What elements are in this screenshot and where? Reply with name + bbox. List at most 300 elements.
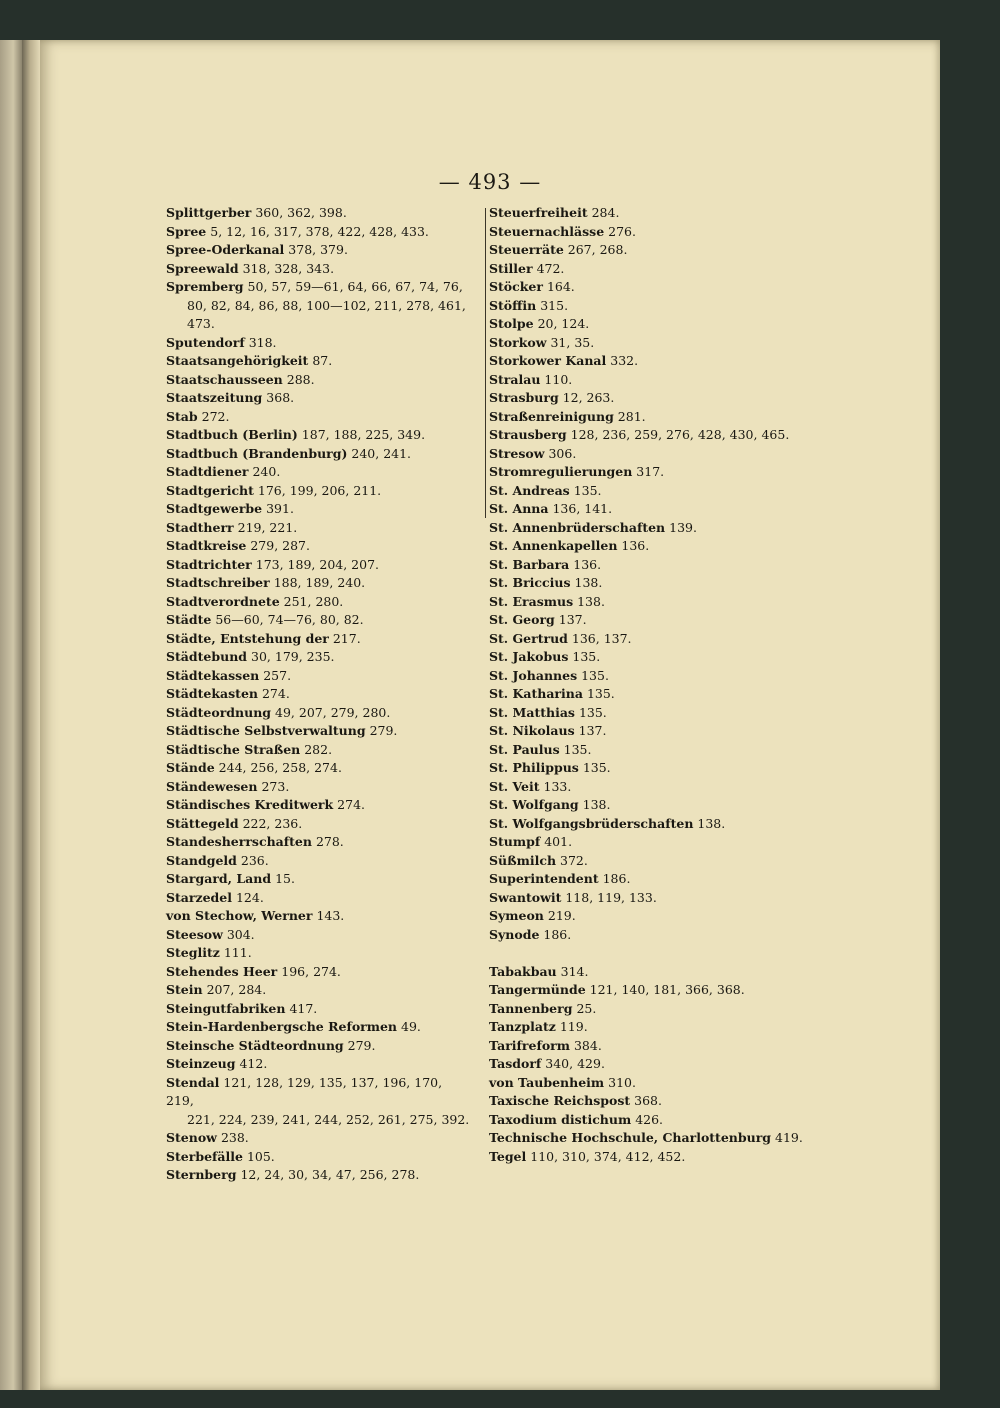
index-term: Superintendent: [489, 871, 599, 886]
index-page-refs: 139.: [669, 519, 697, 535]
index-entry: [489, 741, 829, 760]
index-entry: [489, 815, 829, 834]
index-term: Tarifreform: [489, 1037, 570, 1053]
index-term: Tegel: [489, 1148, 527, 1164]
index-entry: [166, 907, 471, 926]
index-entry: [166, 334, 471, 353]
index-entry: [166, 630, 471, 649]
index-entry: [489, 334, 829, 353]
index-page-refs: 186.: [543, 926, 572, 942]
index-entry: [166, 537, 471, 556]
index-page-refs: 310.: [608, 1074, 636, 1090]
index-page-refs: 240, 241.: [351, 445, 412, 461]
index-page-refs: 138.: [574, 575, 603, 590]
index-entry: [166, 926, 471, 945]
index-page-refs: 135.: [586, 686, 615, 701]
index-term: Stadtgewerbe: [166, 501, 263, 516]
index-entry: [166, 1148, 471, 1167]
index-page-refs: 121, 140, 181, 366, 368.: [589, 982, 745, 997]
index-page-refs: 360, 362, 398.: [255, 205, 347, 220]
index-term: Stargard, Land: [166, 871, 272, 886]
index-page-refs: 87.: [312, 353, 333, 368]
index-term: Süßmilch: [489, 852, 557, 868]
index-entry: [489, 926, 829, 945]
index-page-refs: 340, 429.: [545, 1056, 605, 1071]
index-entry: [489, 574, 829, 593]
index-page-refs: 257.: [263, 667, 292, 683]
index-term: Symeon: [489, 908, 544, 923]
index-entry: [166, 852, 471, 871]
index-term: Strausberg: [489, 427, 567, 442]
index-page-refs: 236.: [240, 852, 269, 868]
index-term: St. Andreas: [489, 482, 570, 498]
index-page-refs: 15.: [275, 871, 295, 886]
index-entry: [489, 463, 829, 482]
index-entry: [166, 593, 471, 612]
index-term: Tanzplatz: [489, 1019, 556, 1034]
index-page-refs: 137.: [578, 723, 607, 738]
index-page-refs: 304.: [226, 926, 255, 942]
index-entry: [489, 519, 829, 538]
index-page-refs: 186.: [602, 871, 631, 886]
index-page-refs: 238.: [220, 1130, 249, 1145]
index-term: Stättegeld: [166, 815, 239, 831]
index-page-refs: 12, 263.: [562, 390, 615, 405]
index-entry: [166, 685, 471, 704]
index-entry: [166, 741, 471, 760]
index-term: St. Gertrud: [489, 630, 568, 646]
index-page-refs: 50, 57, 59—61, 64, 66, 67, 74, 76,: [247, 279, 463, 294]
index-entry: [489, 648, 829, 667]
book-page: [40, 40, 940, 1390]
index-entry: [166, 1166, 471, 1185]
index-page-refs: 419.: [775, 1130, 803, 1145]
index-term: Steesow: [166, 926, 223, 942]
index-entry: [489, 371, 829, 390]
index-term: St. Annenbrüderschaften: [489, 519, 666, 535]
index-term: Tangermünde: [489, 982, 586, 997]
index-page-refs: 273.: [261, 778, 290, 794]
index-page-refs: 143.: [316, 908, 345, 923]
index-term: Steuernachlässe: [489, 223, 605, 239]
index-term: Spreewald: [166, 260, 239, 276]
index-page-refs: 135.: [578, 704, 607, 720]
index-term: Stiller: [489, 260, 533, 276]
index-page-refs: 282.: [304, 741, 333, 757]
index-page-refs: 138.: [697, 815, 726, 831]
index-term: Städtekasten: [166, 686, 258, 701]
index-entry: [166, 463, 471, 482]
index-term: Stadtdiener: [166, 464, 249, 479]
index-page-refs: 176, 199, 206, 211.: [257, 482, 382, 498]
index-page-refs: 111.: [223, 945, 252, 960]
index-term: Spree: [166, 223, 207, 239]
index-page-refs: 281.: [617, 408, 646, 424]
index-page-refs: 219.: [547, 908, 576, 923]
index-page-refs: 56—60, 74—76, 80, 82.: [215, 612, 364, 627]
section-gap: [489, 944, 829, 963]
page-number: — 493 —: [438, 170, 542, 194]
index-page-refs: 251, 280.: [283, 593, 344, 609]
index-page-refs: 173, 189, 204, 207.: [255, 556, 379, 572]
index-page-refs: 136.: [573, 556, 602, 572]
index-entry: [489, 593, 829, 612]
index-term: Stadtverordnete: [166, 593, 280, 609]
index-entry: [166, 648, 471, 667]
index-term: Tasdorf: [489, 1056, 542, 1071]
index-entry: [489, 315, 829, 334]
index-page-refs: 12, 24, 30, 34, 47, 256, 278.: [240, 1167, 420, 1182]
index-page-refs: 384.: [573, 1037, 602, 1053]
index-term: St. Johannes: [489, 667, 578, 683]
index-page-refs: 133.: [543, 778, 572, 794]
index-entry: [489, 260, 829, 279]
index-page-refs: 30, 179, 235.: [251, 649, 335, 664]
index-entry: [166, 389, 471, 408]
index-page-refs: 368.: [266, 390, 295, 405]
index-term: St. Paulus: [489, 741, 560, 757]
index-term: St. Anna: [489, 501, 549, 516]
index-entry: [166, 963, 471, 982]
index-term: Starzedel: [166, 889, 232, 905]
index-term: Taxische Reichspost: [489, 1093, 631, 1108]
index-page-refs: 274.: [337, 797, 366, 812]
index-entry: [166, 796, 471, 815]
index-page-refs: 318.: [248, 334, 277, 350]
index-page-refs: 472.: [536, 260, 565, 276]
index-term: Stadtrichter: [166, 556, 252, 572]
index-term: Städte: [166, 612, 212, 627]
index-entry: [489, 611, 829, 630]
index-page-refs: 412.: [239, 1056, 268, 1071]
index-entry: [489, 1092, 829, 1111]
index-entry: [166, 1129, 471, 1148]
index-entry: [166, 833, 471, 852]
index-entry: [489, 482, 829, 501]
book-gutter: [22, 40, 40, 1390]
index-entry: [166, 611, 471, 630]
index-term: St. Veit: [489, 778, 540, 794]
index-term: Stadtherr: [166, 519, 234, 535]
index-entry: [166, 482, 471, 501]
index-page-refs: 207, 284.: [206, 982, 267, 997]
index-term: Steinzeug: [166, 1056, 236, 1071]
index-entry: [166, 889, 471, 908]
index-page-refs: 138.: [582, 797, 611, 812]
index-page-refs: 187, 188, 225, 349.: [301, 427, 426, 442]
index-entry: [489, 1111, 829, 1130]
index-page-refs: 105.: [246, 1148, 275, 1164]
index-term: Spree-Oderkanal: [166, 242, 285, 257]
index-term: Stadtbuch (Brandenburg): [166, 445, 348, 461]
index-entry: [489, 963, 829, 982]
index-term: Stenow: [166, 1130, 217, 1145]
book-cover-edge: [0, 40, 22, 1390]
index-entry-continuation: 473.: [187, 316, 215, 331]
index-entry: [489, 722, 829, 741]
index-entry: [166, 1055, 471, 1074]
index-entry: [489, 796, 829, 815]
index-page-refs: 135.: [563, 741, 592, 757]
index-entry: [489, 408, 829, 427]
index-entry: [489, 500, 829, 519]
index-entry: [489, 778, 829, 797]
index-term: Steinsche Städteordnung: [166, 1037, 344, 1053]
index-page-refs: 164.: [546, 279, 575, 294]
index-term: St. Matthias: [489, 704, 575, 720]
index-term: Ständisches Kreditwerk: [166, 797, 334, 812]
index-page-refs: 110.: [544, 371, 573, 387]
index-entry: [166, 815, 471, 834]
index-term: Staatschausseen: [166, 371, 283, 387]
index-term: Steglitz: [166, 945, 220, 960]
index-term: St. Wolfgangsbrüderschaften: [489, 815, 694, 831]
index-entry: [489, 981, 829, 1000]
index-page-refs: 276.: [608, 223, 636, 239]
index-term: St. Katharina: [489, 686, 583, 701]
index-entry: [166, 204, 471, 223]
index-term: Straßenreinigung: [489, 408, 614, 424]
index-term: St. Georg: [489, 612, 555, 627]
index-column-left: [166, 204, 471, 1185]
index-entry: [489, 759, 829, 778]
index-entry: [166, 759, 471, 778]
index-entry: [489, 297, 829, 316]
index-entry: [166, 556, 471, 575]
index-page-refs: 279.: [347, 1037, 376, 1053]
index-entry: [166, 352, 471, 371]
index-entry: [489, 1148, 829, 1167]
index-entry: [489, 1000, 829, 1019]
index-entry-continuation: 80, 82, 84, 86, 88, 100—102, 211, 278, 461,: [187, 297, 466, 313]
index-entry: [489, 389, 829, 408]
index-entry: [489, 352, 829, 371]
index-term: Städtebund: [166, 649, 248, 664]
index-entry: [489, 630, 829, 649]
index-term: Stralau: [489, 371, 541, 387]
index-term: Stumpf: [489, 834, 541, 849]
index-page-refs: 315.: [540, 297, 569, 313]
index-term: Staatszeitung: [166, 390, 263, 405]
index-term: Tabakbau: [489, 963, 557, 979]
index-page-refs: 137.: [558, 612, 587, 627]
index-term: Sputendorf: [166, 334, 245, 350]
index-term: Steingutfabriken: [166, 1000, 286, 1016]
index-page-refs: 417.: [289, 1000, 318, 1016]
index-term: Strasburg: [489, 390, 559, 405]
index-entry: [166, 944, 471, 963]
column-divider: [485, 208, 486, 518]
index-term: St. Philippus: [489, 760, 579, 775]
index-entry: [166, 574, 471, 593]
index-entry: [489, 833, 829, 852]
index-term: Stresow: [489, 445, 545, 461]
index-page-refs: 136, 141.: [552, 501, 613, 516]
index-page-refs: 274.: [261, 686, 290, 701]
index-term: Stein-Hardenbergsche Reformen: [166, 1019, 398, 1034]
index-term: St. Jakobus: [489, 649, 569, 664]
index-page-refs: 138.: [577, 593, 605, 609]
index-term: Stöcker: [489, 279, 543, 294]
index-term: St. Barbara: [489, 556, 570, 572]
index-entry: [489, 537, 829, 556]
index-term: Synode: [489, 926, 540, 942]
index-page-refs: 136, 137.: [571, 630, 632, 646]
index-term: Taxodium distichum: [489, 1111, 632, 1127]
index-page-refs: 217.: [332, 630, 361, 646]
index-page-refs: 110, 310, 374, 412, 452.: [530, 1148, 686, 1164]
index-entry: [489, 667, 829, 686]
index-term: Stadtbuch (Berlin): [166, 427, 298, 442]
index-term: von Stechow, Werner: [166, 908, 313, 923]
index-page-refs: 279.: [369, 723, 398, 738]
index-page-refs: 267, 268.: [567, 242, 628, 257]
index-entry: [489, 426, 829, 445]
index-entry: [166, 1018, 471, 1037]
index-term: Storkower Kanal: [489, 353, 607, 368]
index-entry: [166, 426, 471, 445]
index-entry: [489, 685, 829, 704]
index-page-refs: 121, 128, 129, 135, 137, 196, 170, 219,: [166, 1074, 443, 1108]
index-page-refs: 118, 119, 133.: [565, 889, 657, 905]
index-term: Spremberg: [166, 279, 244, 294]
index-term: St. Nikolaus: [489, 723, 575, 738]
index-page-refs: 135.: [573, 482, 602, 498]
index-entry: [166, 667, 471, 686]
index-page-refs: 426.: [635, 1111, 664, 1127]
index-entry: [166, 223, 471, 242]
index-page-refs: 378, 379.: [288, 242, 348, 257]
index-entry: [489, 1055, 829, 1074]
index-term: Stadtschreiber: [166, 575, 270, 590]
index-term: Ständewesen: [166, 778, 258, 794]
index-entry: [166, 704, 471, 723]
index-term: Stände: [166, 760, 215, 775]
index-term: Städte, Entstehung der: [166, 630, 329, 646]
index-entry: [166, 278, 471, 297]
index-entry: [166, 500, 471, 519]
index-term: Steuerräte: [489, 242, 564, 257]
index-term: Stöffin: [489, 297, 537, 313]
index-page-refs: 244, 256, 258, 274.: [218, 760, 342, 775]
index-page-refs: 401.: [544, 834, 573, 849]
index-page-refs: 196, 274.: [281, 963, 341, 979]
index-page-refs: 49, 207, 279, 280.: [275, 704, 391, 720]
index-term: Swantowit: [489, 889, 562, 905]
index-entry: [166, 408, 471, 427]
index-page-refs: 372.: [560, 852, 588, 868]
index-page-refs: 318, 328, 343.: [242, 260, 335, 276]
index-entry: [489, 907, 829, 926]
index-entry: [489, 445, 829, 464]
index-entry: [489, 852, 829, 871]
index-entry: [166, 519, 471, 538]
index-entry: [489, 1129, 829, 1148]
index-page-refs: 306.: [548, 445, 577, 461]
index-page-refs: 317.: [636, 464, 665, 479]
index-column-right: [489, 204, 829, 1166]
index-term: Städtische Straßen: [166, 741, 301, 757]
index-page-refs: 279, 287.: [250, 538, 310, 553]
index-entry: [166, 870, 471, 889]
index-entry: [489, 1074, 829, 1093]
index-entry: [489, 223, 829, 242]
index-entry: [166, 241, 471, 260]
index-term: Tannenberg: [489, 1000, 573, 1016]
index-entry: [166, 981, 471, 1000]
index-page-refs: 240.: [252, 464, 281, 479]
index-term: Staatsangehörigkeit: [166, 353, 309, 368]
index-page-refs: 222, 236.: [242, 815, 303, 831]
index-term: Steuerfreiheit: [489, 205, 588, 220]
index-page-refs: 135.: [582, 760, 611, 775]
index-term: Städtekassen: [166, 667, 260, 683]
index-term: Storkow: [489, 334, 547, 350]
index-page-refs: 288.: [286, 371, 315, 387]
index-page-refs: 368.: [634, 1093, 662, 1108]
index-term: Städteordnung: [166, 704, 272, 720]
index-page-refs: 119.: [559, 1019, 588, 1034]
index-term: Standgeld: [166, 852, 237, 868]
index-term: Technische Hochschule, Charlottenburg: [489, 1130, 772, 1145]
index-term: Stolpe: [489, 316, 534, 331]
index-term: St. Annenkapellen: [489, 538, 618, 553]
index-entry-continuation: 221, 224, 239, 241, 244, 252, 261, 275, 392.: [187, 1111, 470, 1127]
index-term: Stadtkreise: [166, 538, 247, 553]
index-entry: [489, 241, 829, 260]
index-entry: [489, 1037, 829, 1056]
index-entry: [166, 371, 471, 390]
index-page-refs: 332.: [610, 353, 639, 368]
index-term: Städtische Selbstverwaltung: [166, 723, 366, 738]
index-page-refs: 272.: [201, 408, 230, 424]
index-term: Sterbefälle: [166, 1148, 243, 1164]
index-term: Stendal: [166, 1074, 220, 1090]
index-page-refs: 219, 221.: [237, 519, 298, 535]
index-term: Stromregulierungen: [489, 464, 633, 479]
index-entry: [489, 889, 829, 908]
index-term: Standesherrschaften: [166, 834, 312, 849]
index-term: Sternberg: [166, 1167, 237, 1182]
index-entry: [166, 1000, 471, 1019]
index-page-refs: 136.: [621, 538, 650, 553]
index-page-refs: 314.: [560, 963, 589, 979]
index-page-refs: 124.: [235, 889, 264, 905]
index-page-refs: 188, 189, 240.: [273, 575, 366, 590]
index-entry: [489, 556, 829, 575]
index-term: St. Erasmus: [489, 593, 574, 609]
index-page-refs: 128, 236, 259, 276, 428, 430, 465.: [570, 427, 790, 442]
index-term: Stehendes Heer: [166, 963, 278, 979]
index-page-refs: 5, 12, 16, 317, 378, 422, 428, 433.: [210, 223, 429, 239]
index-entry: [489, 204, 829, 223]
index-page-refs: 49.: [401, 1019, 421, 1034]
index-page-refs: 391.: [266, 501, 294, 516]
index-entry: [489, 1018, 829, 1037]
index-entry: [166, 260, 471, 279]
index-term: St. Wolfgang: [489, 797, 579, 812]
index-page-refs: 135.: [581, 667, 609, 683]
index-entry: [489, 278, 829, 297]
index-entry: [489, 704, 829, 723]
index-entry: [166, 1074, 471, 1111]
index-entry: [166, 445, 471, 464]
index-entry: [166, 778, 471, 797]
index-term: von Taubenheim: [489, 1074, 605, 1090]
index-page-refs: 31, 35.: [550, 334, 595, 350]
index-page-refs: 20, 124.: [537, 316, 590, 331]
index-entry: [166, 1037, 471, 1056]
